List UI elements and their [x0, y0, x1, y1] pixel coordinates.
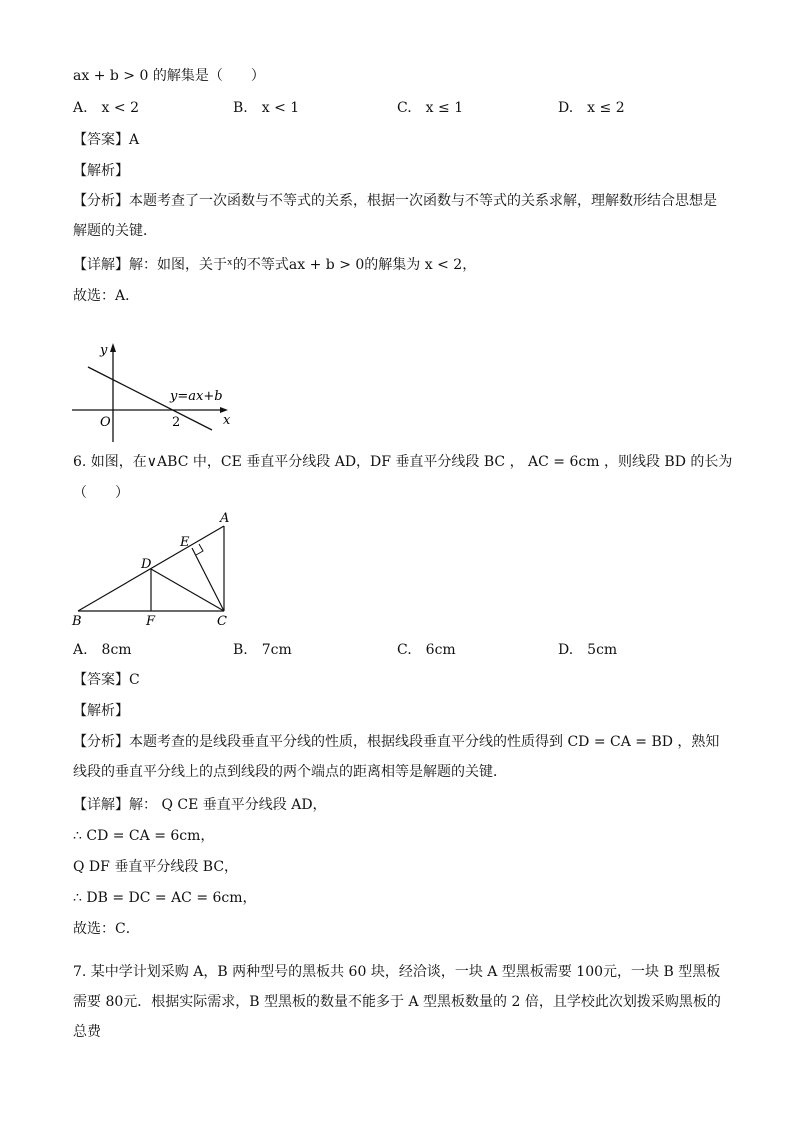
x-axis-label: x	[223, 413, 231, 428]
label-a: A	[220, 511, 230, 526]
q6-step-4: ∴ DB = DC = AC = 6cm，	[73, 890, 257, 906]
q5-answer: 【答案】A	[73, 132, 140, 148]
q5-choice: 故选：A．	[73, 288, 140, 304]
label-d: D	[141, 557, 152, 572]
q6-answer: 【答案】C	[73, 672, 140, 688]
q5-option-c: C. x ≤ 1	[397, 100, 464, 116]
q6-step-5: 故选：C．	[73, 921, 140, 937]
q6-step-3: Q DF 垂直平分线段 BC，	[73, 859, 239, 875]
q6-step-1: 【详解】解： Q CE 垂直平分线段 AD，	[73, 797, 327, 813]
function-label: y=ax+b	[170, 389, 223, 404]
y-axis-arrow	[110, 343, 116, 352]
q5-linear-function-graph	[66, 338, 246, 448]
label-f: F	[146, 614, 156, 628]
q6-stem-line2: （ ）	[73, 485, 129, 501]
q5-option-d: D. x ≤ 2	[558, 100, 625, 116]
q5-option-b: B. x < 1	[233, 100, 300, 116]
y-axis-label: y	[100, 343, 108, 358]
q6-analysis-tag: 【解析】	[73, 703, 129, 719]
q5-detail: 【详解】解：如图，关于ˣ的不等式ax + b > 0的解集为 x < 2，	[73, 257, 477, 273]
q5-fenxi: 【分析】本题考查了一次函数与不等式的关系，根据一次函数与不等式的关系求解，理解数形结合思想是解题的关键．	[73, 193, 717, 239]
q6-option-a: A. 8cm	[73, 642, 132, 658]
q6-step-2: ∴ CD = CA = 6cm，	[73, 828, 215, 844]
origin-label: O	[100, 415, 111, 430]
label-e: E	[180, 535, 190, 550]
q5-option-a: A. x < 2	[73, 100, 139, 116]
q6-triangle-figure	[66, 508, 246, 628]
q6-option-c: C. 6cm	[397, 642, 456, 658]
tick-label-2: 2	[172, 415, 181, 430]
q5-stem-tail: ax + b > 0 的解集是（ ）	[73, 68, 265, 84]
label-b: B	[72, 614, 82, 628]
right-angle-mark	[196, 544, 203, 555]
q6-fenxi: 【分析】本题考查的是线段垂直平分线的性质，根据线段垂直平分线的性质得到 CD = CA = BD ，熟知线段的垂直平分线上的点到线段的两个端点的距离相等是解题的关键．	[73, 734, 720, 780]
q7-stem: 7. 某中学计划采购 A，B 两种型号的黑板共 60 块，经洽谈，一块 A 型黑板需要 100元，一块 B 型黑板需要 80元．根据实际需求，B 型黑板的数量不能多于 A 型黑板数量的 2 倍，且学校此次划拨采购黑板的总费	[73, 964, 721, 1040]
q5-analysis-tag: 【解析】	[73, 163, 129, 179]
q6-stem-line1: 6. 如图，在∨ABC 中，CE 垂直平分线段 AD，DF 垂直平分线段 BC ， AC = 6cm ，则线段 BD 的长为	[73, 454, 733, 470]
q6-option-d: D. 5cm	[558, 642, 618, 658]
q6-option-b: B. 7cm	[233, 642, 292, 658]
label-c: C	[217, 614, 227, 628]
